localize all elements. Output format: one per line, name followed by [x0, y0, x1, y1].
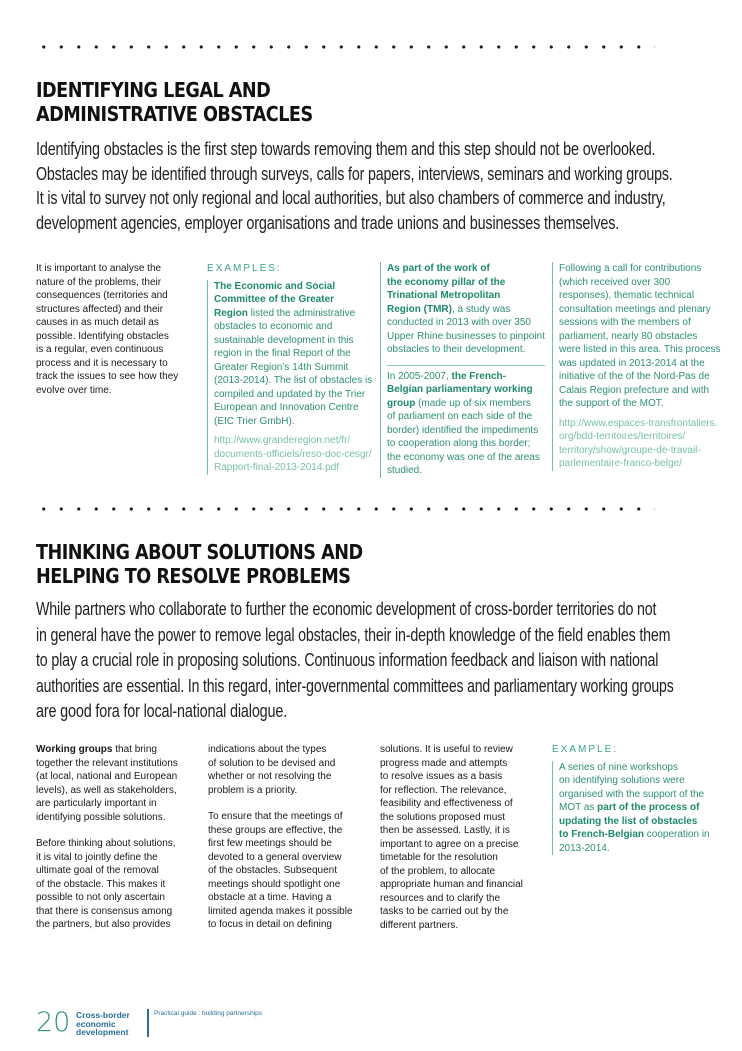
text-line: levels), as well as stakeholders,	[36, 784, 177, 796]
text-line: track the issues to see how they	[36, 371, 179, 382]
text-line: (which received over 300	[559, 276, 671, 288]
text-line: Calais Region prefecture and with	[559, 384, 710, 396]
intro-line: Obstacles may be identified through surveys, calls for papers, interviews, seminars and working groups.	[36, 163, 673, 184]
text-line: limited agenda makes it possible	[208, 905, 353, 917]
text-line: progress made and attempts	[380, 757, 508, 769]
text-line: organised with the support of the	[559, 788, 705, 800]
text-line: process and it is necessary to	[36, 357, 168, 369]
title-line: HELPING TO RESOLVE PROBLEMS	[36, 564, 351, 588]
text-line: obstacle at a time. Having a	[208, 892, 332, 903]
text-line: In 2005-2007,	[387, 370, 452, 382]
footer-guide-text: Practical guide : building partnerships	[154, 1010, 263, 1017]
text-line: the French-	[451, 370, 506, 382]
intro-line: are good fora for local-national dialogue.	[36, 701, 288, 721]
text-line: the economy was one of the areas	[387, 451, 540, 463]
text-line: obstacles to their development.	[387, 344, 526, 355]
title-line: ADMINISTRATIVE OBSTACLES	[36, 102, 313, 126]
text-line: of solution to be devised and	[208, 757, 336, 769]
text-line: (at local, national and European	[36, 771, 178, 782]
text-line: MOT as	[559, 802, 598, 813]
s1-examples-column-3	[552, 262, 721, 471]
brand-line: economic	[76, 1018, 116, 1029]
text-line: Committee of the Greater	[214, 294, 335, 305]
text-line: problem is a priority.	[208, 784, 298, 796]
text-line: these groups are effective, the	[208, 824, 343, 836]
source-link[interactable]: http://www.espaces-transfrontaliers.	[559, 417, 718, 429]
text-line: structures affected) and their	[36, 303, 164, 315]
source-link[interactable]: http://www.granderegion.net/fr/	[214, 435, 351, 446]
example-economic-social-committee	[207, 280, 372, 475]
text-line: group	[387, 397, 416, 409]
text-line: (EIC Trier GmbH).	[214, 415, 295, 427]
source-link[interactable]: documents-officiels/reso-doc-cesgr/	[214, 448, 372, 460]
text-line: the support of the MOT.	[559, 398, 664, 409]
text-line: timetable for the resolution	[380, 852, 498, 863]
text-line: ultimate goal of the removal	[36, 865, 159, 876]
page-number: 20	[36, 1007, 71, 1038]
text-line: conducted in 2013 with over 350	[387, 317, 531, 328]
s2-example-column	[552, 743, 712, 855]
text-line: region in the final Report of the	[214, 348, 351, 359]
footer-divider	[147, 1009, 149, 1037]
text-line: resources and to clarify the	[380, 892, 501, 904]
text-line: it is vital to jointly define the	[36, 851, 158, 863]
text-line: (made up of six members	[415, 397, 531, 409]
text-line: possible to not only ascertain	[36, 892, 165, 903]
text-line: Trinational Metropolitan	[387, 290, 501, 301]
source-link[interactable]: Rapport-final-2013-2014.pdf	[214, 462, 340, 473]
s2-column-3	[380, 743, 545, 932]
source-link[interactable]: parlementaire-franco-belge/	[559, 458, 682, 469]
text-line: 2013-2014.	[559, 842, 610, 854]
text-line: nature of the problems, their	[36, 276, 162, 288]
intro-line: Identifying obstacles is the first step towards removing them and this step should not be overlooked.	[36, 139, 656, 159]
text-line: Upper Rhine businesses to pinpoint	[387, 330, 545, 342]
text-line: Region	[214, 307, 248, 319]
text-line: were listed in this area. This process	[559, 344, 721, 355]
text-line: the economy pillar of the	[387, 276, 506, 288]
text-line: identifying possible solutions.	[36, 811, 166, 823]
section-title-identifying	[36, 78, 313, 126]
example-workshops	[552, 761, 712, 856]
text-line: compiled and updated by the Trier	[214, 388, 366, 400]
text-line: cooperation in	[644, 829, 710, 840]
text-line: The Economic and Social	[214, 280, 336, 292]
text-line: initiative of the of the Nord-Pas de	[559, 371, 710, 382]
text-line: of the problem, to allocate	[380, 865, 496, 877]
text-line: different partners.	[380, 919, 459, 931]
intro-line: development agencies, employer organisations and trade unions and businesses themselves.	[36, 212, 620, 233]
text-line: the solutions proposed must	[380, 811, 506, 823]
text-line: that bring	[112, 744, 157, 755]
text-line: Working groups	[36, 744, 113, 755]
text-line: European and Innovation Centre	[214, 402, 359, 413]
text-line: A series of nine workshops	[559, 761, 678, 773]
intro-paragraph-1	[36, 137, 673, 235]
text-line: on identifying solutions were	[559, 775, 685, 786]
title-line: THINKING ABOUT SOLUTIONS AND	[36, 540, 363, 564]
text-line: meetings should spotlight one	[208, 878, 341, 890]
intro-line: It is vital to survey not only regional and local authorities, but also chambers of commerce and industry,	[36, 188, 666, 208]
text-line: feasibility and effectiveness of	[380, 798, 513, 809]
intro-line: in general have the power to remove legal obstacles, their in-depth knowledge of the field enables them	[36, 624, 671, 645]
brand-line: development	[76, 1027, 129, 1037]
text-line: causes in as much detail as	[36, 317, 159, 328]
text-line: to cooperation along this border;	[387, 438, 531, 449]
text-line: whether or not resolving the	[208, 771, 332, 782]
text-line: parliament, nearly 80 obstacles	[559, 330, 698, 342]
text-line: sessions with the members of	[559, 317, 691, 328]
dotted-divider-top	[35, 44, 655, 50]
text-line: consequences (territories and	[36, 290, 168, 301]
text-line: to focus in detail on defining	[208, 919, 332, 930]
text-line: of the obstacles. Subsequent	[208, 865, 337, 876]
text-line: possible. Identifying obstacles	[36, 330, 169, 342]
example-separator	[387, 365, 545, 366]
brand-line: Cross-border	[76, 1010, 130, 1020]
text-line: indications about the types	[208, 744, 327, 755]
intro-line: While partners who collaborate to further the economic development of cross-border territories do not	[36, 599, 657, 619]
text-line: listed the administrative	[247, 307, 356, 319]
text-line: the partners, but also provides	[36, 919, 171, 930]
text-line: that there is consensus among	[36, 905, 173, 917]
text-line: As part of the work of	[387, 263, 490, 274]
intro-line: to play a crucial role in proposing solutions. Continuous information feedback and liaison with national	[36, 650, 659, 670]
section-title-solutions	[36, 540, 363, 588]
text-line: sustainable development in this	[214, 334, 354, 346]
page-footer	[36, 1008, 336, 1038]
text-line: solutions. It is useful to review	[380, 744, 513, 755]
source-link[interactable]: org/bdd-territoires/territoires/	[559, 431, 686, 442]
text-line: updating the list of obstacles	[559, 815, 698, 827]
title-line: IDENTIFYING LEGAL AND	[36, 78, 271, 102]
s1-column-1	[36, 262, 196, 397]
text-line: to French-Belgian	[559, 829, 645, 840]
text-line: border) identified the impediments	[387, 424, 539, 436]
example-call-for-contributions	[552, 262, 721, 471]
text-line: are particularly important in	[36, 798, 157, 809]
intro-line: authorities are essential. In this regard, inter-governmental committees and parliamentary working groups	[36, 675, 674, 696]
footer-brand	[76, 1011, 130, 1037]
text-line: for reflection. The relevance,	[380, 784, 507, 796]
text-line: consultation meetings and plenary	[559, 303, 711, 315]
text-line: of the obstacle. This makes it	[36, 878, 166, 890]
text-line: , a study was	[452, 303, 511, 315]
text-line: It is important to analyse the	[36, 263, 162, 274]
text-line: tasks to be carried out by the	[380, 906, 509, 917]
text-line: responses), thematic technical	[559, 290, 695, 301]
example-label: EXAMPLE:	[552, 744, 619, 755]
text-line: to resolve issues as a basis	[380, 771, 503, 782]
text-line: first few meetings should be	[208, 838, 332, 849]
text-line: part of the process of	[597, 802, 700, 813]
s1-examples-column-2	[380, 262, 545, 478]
s2-column-1	[36, 743, 201, 932]
text-line: Following a call for contributions	[559, 263, 702, 274]
text-line: then be assessed. Lastly, it is	[380, 825, 510, 836]
text-line: obstacles to economic and	[214, 321, 333, 332]
intro-paragraph-2	[36, 597, 674, 725]
text-line: To ensure that the meetings of	[208, 811, 343, 822]
text-line: Greater Region’s 14th Summit	[214, 361, 349, 373]
text-line: evolve over time.	[36, 384, 112, 396]
dotted-divider-middle	[35, 506, 655, 512]
text-line: devoted to a general overview	[208, 851, 342, 863]
text-line: studied.	[387, 465, 423, 476]
text-line: Belgian parliamentary working	[387, 384, 533, 395]
text-line: Before thinking about solutions,	[36, 838, 176, 849]
s2-column-2	[208, 743, 373, 932]
text-line: important to agree on a precise	[380, 838, 519, 850]
source-link[interactable]: territory/show/groupe-de-travail-	[559, 444, 701, 456]
text-line: appropriate human and financial	[380, 879, 523, 890]
text-line: Region (TMR)	[387, 303, 452, 315]
s1-examples-column	[207, 262, 372, 475]
text-line: is a regular, even continuous	[36, 344, 164, 355]
example-tmr-study	[380, 262, 545, 478]
examples-label: EXAMPLES:	[207, 263, 282, 274]
text-line: was updated in 2013-2014 at the	[559, 357, 705, 369]
text-line: (2013-2014). The list of obstacles is	[214, 375, 373, 386]
text-line: of parliament on each side of the	[387, 411, 533, 422]
text-line: together the relevant institutions	[36, 757, 178, 769]
